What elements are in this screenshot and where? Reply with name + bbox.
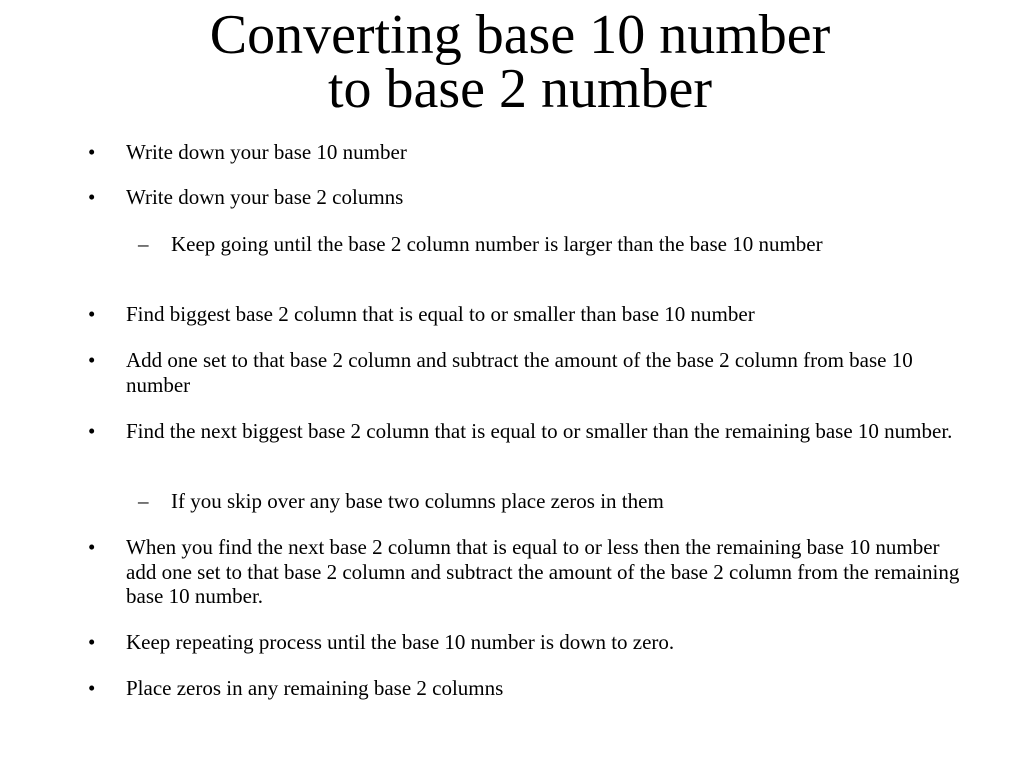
- bullet-icon: •: [88, 302, 96, 326]
- bullet-text: Write down your base 2 columns: [126, 185, 404, 209]
- bullet-text: Place zeros in any remaining base 2 columns: [126, 676, 504, 700]
- bullet-text: Find the next biggest base 2 column that is equal to or smaller than the remaining base 10 number.: [126, 419, 953, 443]
- dash-icon: –: [138, 489, 149, 513]
- bullet-item: [88, 419, 966, 444]
- bullet-icon: •: [88, 676, 96, 700]
- bullet-item: [88, 302, 966, 327]
- slide-title-line-1: Converting base 10 number: [209, 4, 831, 66]
- bullet-item: [88, 630, 966, 655]
- bullet-item: [88, 140, 966, 165]
- bullet-icon: •: [88, 348, 96, 372]
- bullet-text: Keep repeating process until the base 10 number is down to zero.: [126, 630, 675, 654]
- bullet-text: Find biggest base 2 column that is equal to or smaller than base 10 number: [126, 302, 755, 326]
- bullet-text: Add one set to that base 2 column and subtract the amount of the base 2 column from base 10 number: [126, 348, 913, 397]
- slide-title-line-2: to base 2 number: [327, 58, 713, 120]
- sub-bullet-text: If you skip over any base two columns place zeros in them: [171, 489, 664, 513]
- bullet-text: Write down your base 10 number: [126, 140, 407, 164]
- slide-title: [0, 4, 1024, 120]
- bullet-icon: •: [88, 419, 96, 443]
- dash-icon: –: [138, 232, 149, 256]
- bullet-item: [88, 348, 966, 397]
- sub-bullet-item: [138, 489, 891, 514]
- bullet-item: [88, 185, 966, 210]
- bullet-text: When you find the next base 2 column that is equal to or less then the remaining base 10 number add one set to that base 2 column and subtract the amount of the base 2 column from the remaining base 10 number.: [126, 535, 960, 608]
- bullet-icon: •: [88, 185, 96, 209]
- bullet-icon: •: [88, 535, 96, 559]
- bullet-item: [88, 535, 966, 609]
- bullet-item: [88, 676, 966, 701]
- sub-bullet-text: Keep going until the base 2 column number is larger than the base 10 number: [171, 232, 823, 256]
- bullet-icon: •: [88, 630, 96, 654]
- sub-bullet-item: [138, 232, 891, 257]
- bullet-icon: •: [88, 140, 96, 164]
